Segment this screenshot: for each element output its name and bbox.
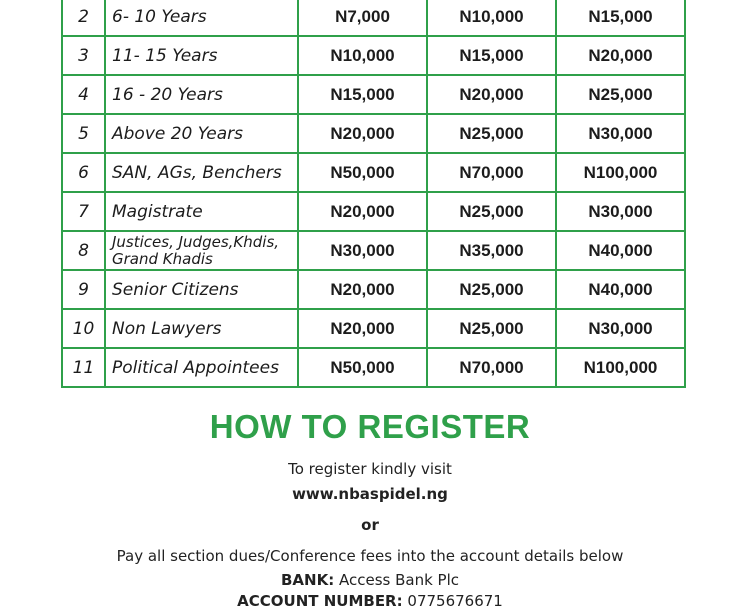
- row-category: Senior Citizens: [105, 270, 298, 309]
- fee-col1: N50,000: [298, 153, 427, 192]
- table-row: [62, 0, 685, 36]
- account-line: [0, 592, 740, 610]
- fee-col3: N25,000: [556, 75, 685, 114]
- row-number: 6: [62, 153, 105, 192]
- row-number: 8: [62, 231, 105, 270]
- fee-col2: N25,000: [427, 270, 556, 309]
- fee-col2: N20,000: [427, 75, 556, 114]
- fee-col2: N15,000: [427, 36, 556, 75]
- fee-col2: N10,000: [427, 0, 556, 36]
- fee-col1: N15,000: [298, 75, 427, 114]
- fee-col1: N20,000: [298, 114, 427, 153]
- account-number: 0775676671: [407, 592, 503, 610]
- fee-col3: N40,000: [556, 270, 685, 309]
- row-number: 5: [62, 114, 105, 153]
- visit-text: To register kindly visit: [288, 460, 452, 478]
- row-number: 10: [62, 309, 105, 348]
- fee-col2: N70,000: [427, 348, 556, 387]
- fee-col3: N30,000: [556, 309, 685, 348]
- or-separator: or: [361, 516, 379, 534]
- row-category: 16 - 20 Years: [105, 75, 298, 114]
- table-row: [62, 153, 685, 192]
- fee-col3: N100,000: [556, 153, 685, 192]
- fee-col3: N40,000: [556, 231, 685, 270]
- fee-col2: N25,000: [427, 114, 556, 153]
- bank-line: [0, 571, 740, 589]
- table-row: [62, 192, 685, 231]
- fee-col2: N25,000: [427, 309, 556, 348]
- row-number: 9: [62, 270, 105, 309]
- row-number: 11: [62, 348, 105, 387]
- row-category: Political Appointees: [105, 348, 298, 387]
- how-to-register-heading: HOW TO REGISTER: [209, 408, 531, 445]
- table-row: [62, 270, 685, 309]
- fee-col2: N70,000: [427, 153, 556, 192]
- row-number: 7: [62, 192, 105, 231]
- fee-col2: N35,000: [427, 231, 556, 270]
- table-row: [62, 114, 685, 153]
- fees-table: [61, 0, 686, 388]
- table-row: [62, 348, 685, 387]
- fee-col1: N20,000: [298, 192, 427, 231]
- row-category: Justices, Judges,Khdis, Grand Khadis: [105, 231, 298, 270]
- row-number: 4: [62, 75, 105, 114]
- table-row: [62, 231, 685, 270]
- fee-col3: N30,000: [556, 114, 685, 153]
- account-label: ACCOUNT NUMBER:: [237, 592, 403, 610]
- fee-col3: N100,000: [556, 348, 685, 387]
- fee-col3: N20,000: [556, 36, 685, 75]
- table-row: [62, 36, 685, 75]
- fee-col1: N50,000: [298, 348, 427, 387]
- bank-name: Access Bank Plc: [338, 571, 460, 589]
- fee-col3: N30,000: [556, 192, 685, 231]
- table-row: [62, 75, 685, 114]
- fee-col1: N7,000: [298, 0, 427, 36]
- fee-col1: N20,000: [298, 270, 427, 309]
- row-category: Non Lawyers: [105, 309, 298, 348]
- row-category: Above 20 Years: [105, 114, 298, 153]
- website-link[interactable]: www.nbaspidel.ng: [292, 485, 448, 503]
- fee-col1: N30,000: [298, 231, 427, 270]
- bank-label: BANK:: [280, 571, 335, 589]
- row-number: 2: [62, 0, 105, 36]
- row-category: SAN, AGs, Benchers: [105, 153, 298, 192]
- fee-col1: N20,000: [298, 309, 427, 348]
- table-row: [62, 309, 685, 348]
- row-number: 3: [62, 36, 105, 75]
- pay-instructions: Pay all section dues/Conference fees into the account details below: [116, 547, 624, 565]
- fee-col3: N15,000: [556, 0, 685, 36]
- row-category: Magistrate: [105, 192, 298, 231]
- fee-col1: N10,000: [298, 36, 427, 75]
- fee-col2: N25,000: [427, 192, 556, 231]
- row-category: 11- 15 Years: [105, 36, 298, 75]
- row-category: 6- 10 Years: [105, 0, 298, 36]
